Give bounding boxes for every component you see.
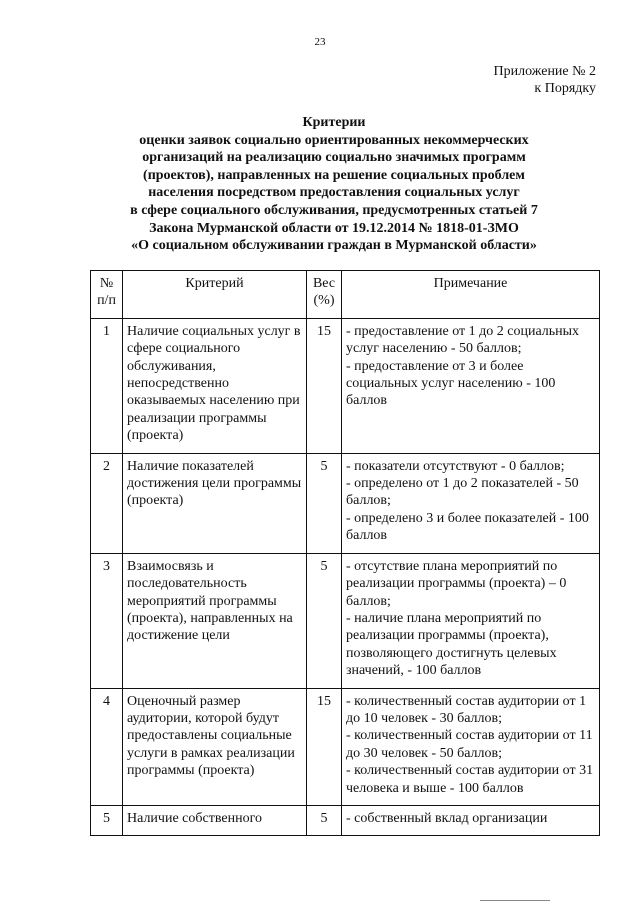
row-criterion: Оценочный размер аудитории, которой будут предоставлены социальные услуги в рамках реализации программы (проекта) xyxy=(123,688,307,805)
row-number: 5 xyxy=(91,805,123,835)
row-criterion: Взаимосвязь и последовательность мероприятий программы (проекта), направленных на достижение цели xyxy=(123,553,307,688)
page-number: 23 xyxy=(314,36,326,48)
table-row xyxy=(91,553,600,688)
scan-artifact-line xyxy=(480,900,550,901)
criteria-table xyxy=(90,270,600,836)
row-number: 1 xyxy=(91,318,123,453)
note-line: - предоставление от 3 и более социальных услуг населению - 100 баллов xyxy=(346,358,556,409)
row-number: 4 xyxy=(91,688,123,805)
row-weight: 5 xyxy=(307,553,342,688)
row-number: 2 xyxy=(91,453,123,553)
table-row xyxy=(91,688,600,805)
appendix-line-1: Приложение № 2 xyxy=(493,64,596,79)
table-row xyxy=(91,453,600,553)
note-line: - предоставление от 1 до 2 социальных услуг населению - 50 баллов; xyxy=(346,323,580,357)
row-note xyxy=(342,453,600,553)
document-title xyxy=(60,114,608,255)
note-line: - наличие плана мероприятий по реализации программы (проекта), позволяющего достигнуть целевых значений, - 100 баллов xyxy=(346,610,557,679)
title-line: (проектов), направленных на решение социальных проблем xyxy=(143,167,525,183)
row-criterion: Наличие социальных услуг в сфере социального обслуживания, непосредственно оказываемых населению при реализации программы (проекта) xyxy=(123,318,307,453)
title-line: населения посредством предоставления социальных услуг xyxy=(148,185,520,201)
title-line: Критерии xyxy=(302,115,366,130)
row-note xyxy=(342,805,600,835)
row-note xyxy=(342,318,600,453)
table-header-row xyxy=(91,271,600,319)
header-number: № п/п xyxy=(91,271,123,319)
row-weight: 15 xyxy=(307,318,342,453)
title-line: организаций на реализацию социально значимых программ xyxy=(142,150,526,166)
row-criterion: Наличие собственного xyxy=(123,805,307,835)
note-line: - количественный состав аудитории от 31 человека и выше - 100 баллов xyxy=(346,763,594,796)
row-note xyxy=(342,553,600,688)
title-line: в сфере социального обслуживания, предусмотренных статьей 7 xyxy=(130,202,538,218)
header-weight: Вес (%) xyxy=(307,271,342,319)
note-line: - показатели отсутствуют - 0 баллов; xyxy=(346,458,565,474)
row-number: 3 xyxy=(91,553,123,688)
row-note xyxy=(342,688,600,805)
note-line: - количественный состав аудитории от 11 до 30 человек - 50 баллов; xyxy=(346,728,593,761)
row-criterion: Наличие показателей достижения цели программы (проекта) xyxy=(123,453,307,553)
header-note: Примечание xyxy=(342,271,600,319)
title-line: оценки заявок социально ориентированных некоммерческих xyxy=(139,132,529,148)
title-line: «О социальном обслуживании граждан в Мурманской области» xyxy=(131,238,537,254)
note-line: - собственный вклад организации xyxy=(346,810,548,826)
note-line: - определено от 1 до 2 показателей - 50 баллов; xyxy=(346,476,579,509)
table-row xyxy=(91,318,600,453)
row-weight: 5 xyxy=(307,453,342,553)
note-line: - определено 3 и более показателей - 100 баллов xyxy=(346,510,589,544)
title-line: Закона Мурманской области от 19.12.2014 № 1818-01-ЗМО xyxy=(149,220,519,236)
row-weight: 5 xyxy=(307,805,342,835)
row-weight: 15 xyxy=(307,688,342,805)
appendix-reference xyxy=(494,63,597,97)
appendix-line-2: к Порядку xyxy=(534,81,596,96)
table-row xyxy=(91,805,600,835)
note-line: - количественный состав аудитории от 1 до 10 человек - 30 баллов; xyxy=(346,693,587,726)
note-line: - отсутствие плана мероприятий по реализации программы (проекта) – 0 баллов; xyxy=(346,558,567,609)
header-criterion: Критерий xyxy=(123,271,307,319)
